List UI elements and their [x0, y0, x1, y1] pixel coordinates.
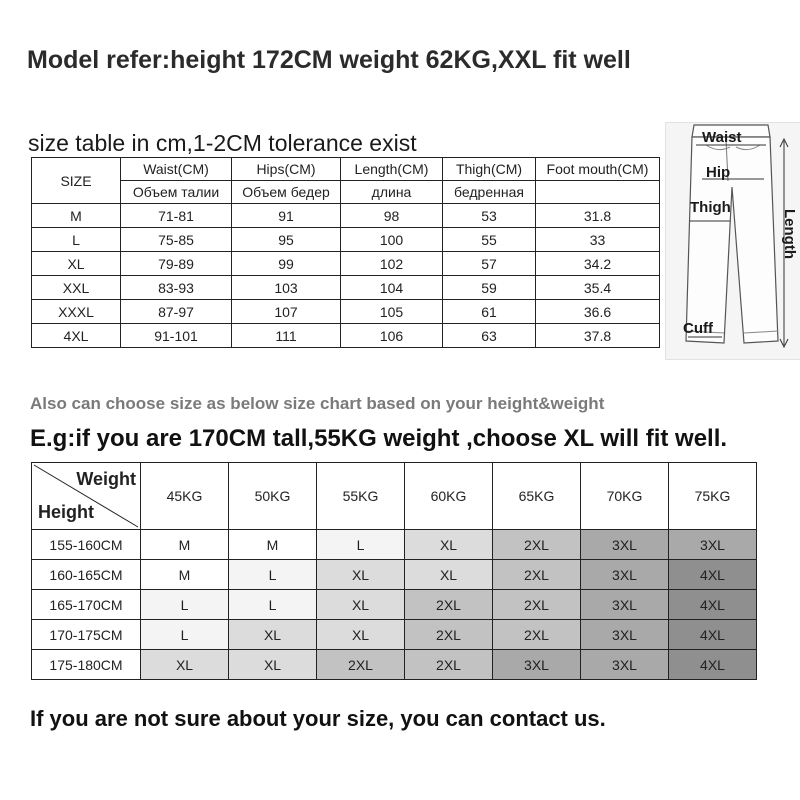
pants-label-waist: Waist: [702, 129, 742, 146]
size-recommendation-cell: 3XL: [581, 620, 669, 650]
size-recommendation-cell: M: [141, 530, 229, 560]
size-recommendation-cell: L: [229, 560, 317, 590]
size-recommendation-cell: XL: [317, 590, 405, 620]
size-recommendation-cell: 4XL: [669, 620, 757, 650]
measure-cell: 57: [443, 252, 536, 276]
table-row: [32, 590, 757, 620]
table-row: [32, 324, 660, 348]
measure-cell: 99: [232, 252, 341, 276]
size-header-cell: Waist(CM): [121, 158, 232, 181]
size-recommendation-cell: 3XL: [581, 560, 669, 590]
size-recommendation-cell: 2XL: [493, 590, 581, 620]
measure-cell: 33: [536, 228, 660, 252]
height-cell: 160-165CM: [32, 560, 141, 590]
size-header-ru-cell: длина: [341, 181, 443, 204]
measure-cell: 98: [341, 204, 443, 228]
measure-cell: 91-101: [121, 324, 232, 348]
size-recommendation-cell: 3XL: [493, 650, 581, 680]
measure-cell: 35.4: [536, 276, 660, 300]
measure-cell: 75-85: [121, 228, 232, 252]
measure-cell: 59: [443, 276, 536, 300]
measure-cell: 95: [232, 228, 341, 252]
size-recommendation-cell: L: [229, 590, 317, 620]
table-row: [32, 204, 660, 228]
model-reference-text: Model refer:height 172CM weight 62KG,XXL fit well: [27, 46, 631, 74]
size-header-cell: Hips(CM): [232, 158, 341, 181]
size-recommendation-cell: L: [141, 620, 229, 650]
size-recommendation-cell: M: [141, 560, 229, 590]
size-corner-cell: SIZE: [32, 158, 121, 204]
weight-header-cell: 65KG: [493, 463, 581, 530]
weight-header-cell: 75KG: [669, 463, 757, 530]
size-recommendation-cell: XL: [141, 650, 229, 680]
size-recommendation-cell: 2XL: [317, 650, 405, 680]
measure-cell: 107: [232, 300, 341, 324]
measure-cell: 79-89: [121, 252, 232, 276]
alternative-size-note: Also can choose size as below size chart based on your height&weight: [30, 394, 605, 413]
size-recommendation-cell: 2XL: [493, 620, 581, 650]
height-axis-label: Height: [38, 502, 94, 522]
size-recommendation-cell: XL: [229, 620, 317, 650]
size-header-cell: Length(CM): [341, 158, 443, 181]
measure-cell: 63: [443, 324, 536, 348]
size-cell: XXL: [32, 276, 121, 300]
measure-cell: 100: [341, 228, 443, 252]
measure-cell: 53: [443, 204, 536, 228]
size-recommendation-cell: M: [229, 530, 317, 560]
table-row: [32, 228, 660, 252]
weight-header-cell: 50KG: [229, 463, 317, 530]
diagonal-corner-cell: [32, 463, 141, 530]
weight-header-cell: 55KG: [317, 463, 405, 530]
measure-cell: 71-81: [121, 204, 232, 228]
size-header-ru-cell: Объем талии: [121, 181, 232, 204]
table-row: [32, 620, 757, 650]
height-weight-table: [31, 462, 757, 680]
size-recommendation-cell: 3XL: [581, 590, 669, 620]
measure-cell: 102: [341, 252, 443, 276]
size-recommendation-cell: 3XL: [581, 530, 669, 560]
weight-header-cell: 70KG: [581, 463, 669, 530]
measure-cell: 55: [443, 228, 536, 252]
table-row: [32, 300, 660, 324]
size-recommendation-cell: 2XL: [405, 650, 493, 680]
size-cell: M: [32, 204, 121, 228]
height-cell: 165-170CM: [32, 590, 141, 620]
size-recommendation-cell: 3XL: [669, 530, 757, 560]
measure-cell: 106: [341, 324, 443, 348]
table-row: [32, 530, 757, 560]
size-recommendation-cell: 4XL: [669, 650, 757, 680]
weight-header-cell: 60KG: [405, 463, 493, 530]
measure-cell: 105: [341, 300, 443, 324]
measure-cell: 87-97: [121, 300, 232, 324]
height-cell: 155-160CM: [32, 530, 141, 560]
table-row: [32, 560, 757, 590]
size-cell: XL: [32, 252, 121, 276]
weight-header-cell: 45KG: [141, 463, 229, 530]
example-note: E.g:if you are 170CM tall,55KG weight ,choose XL will fit well.: [30, 425, 728, 452]
size-recommendation-cell: XL: [229, 650, 317, 680]
size-cell: 4XL: [32, 324, 121, 348]
size-cell: XXXL: [32, 300, 121, 324]
measure-cell: 61: [443, 300, 536, 324]
pants-label-hip: Hip: [706, 164, 731, 181]
size-cell: L: [32, 228, 121, 252]
size-table: [31, 157, 660, 348]
size-recommendation-cell: 2XL: [493, 530, 581, 560]
size-recommendation-cell: 4XL: [669, 560, 757, 590]
pants-diagram: [665, 122, 800, 360]
measure-cell: 34.2: [536, 252, 660, 276]
measure-cell: 111: [232, 324, 341, 348]
size-recommendation-cell: XL: [405, 530, 493, 560]
size-header-ru-cell: Объем бедер: [232, 181, 341, 204]
size-header-cell: Foot mouth(CM): [536, 158, 660, 181]
size-recommendation-cell: L: [141, 590, 229, 620]
size-table-header-ru: [32, 181, 660, 204]
size-table-header-en: [32, 158, 660, 181]
height-cell: 170-175CM: [32, 620, 141, 650]
size-recommendation-cell: L: [317, 530, 405, 560]
size-recommendation-cell: 2XL: [405, 620, 493, 650]
size-recommendation-cell: XL: [317, 620, 405, 650]
size-recommendation-cell: XL: [317, 560, 405, 590]
size-table-caption: size table in cm,1-2CM tolerance exist: [28, 130, 417, 156]
measure-cell: 104: [341, 276, 443, 300]
measure-cell: 83-93: [121, 276, 232, 300]
measure-cell: 37.8: [536, 324, 660, 348]
size-recommendation-cell: 3XL: [581, 650, 669, 680]
height-cell: 175-180CM: [32, 650, 141, 680]
pants-label-thigh: Thigh: [690, 199, 731, 216]
pants-label-length: Length: [781, 209, 798, 259]
size-recommendation-cell: 2XL: [493, 560, 581, 590]
table-row: [32, 650, 757, 680]
pants-label-cuff: Cuff: [683, 320, 713, 337]
size-recommendation-cell: XL: [405, 560, 493, 590]
measure-cell: 31.8: [536, 204, 660, 228]
size-recommendation-cell: 2XL: [405, 590, 493, 620]
contact-note: If you are not sure about your size, you can contact us.: [30, 706, 606, 731]
measure-cell: 103: [232, 276, 341, 300]
height-weight-header-row: [32, 463, 757, 530]
weight-axis-label: Weight: [76, 469, 136, 489]
size-header-cell: Thigh(CM): [443, 158, 536, 181]
measure-cell: 36.6: [536, 300, 660, 324]
measure-cell: 91: [232, 204, 341, 228]
size-header-ru-cell: бедренная: [443, 181, 536, 204]
table-row: [32, 276, 660, 300]
table-row: [32, 252, 660, 276]
size-header-ru-cell: [536, 181, 660, 204]
size-recommendation-cell: 4XL: [669, 590, 757, 620]
